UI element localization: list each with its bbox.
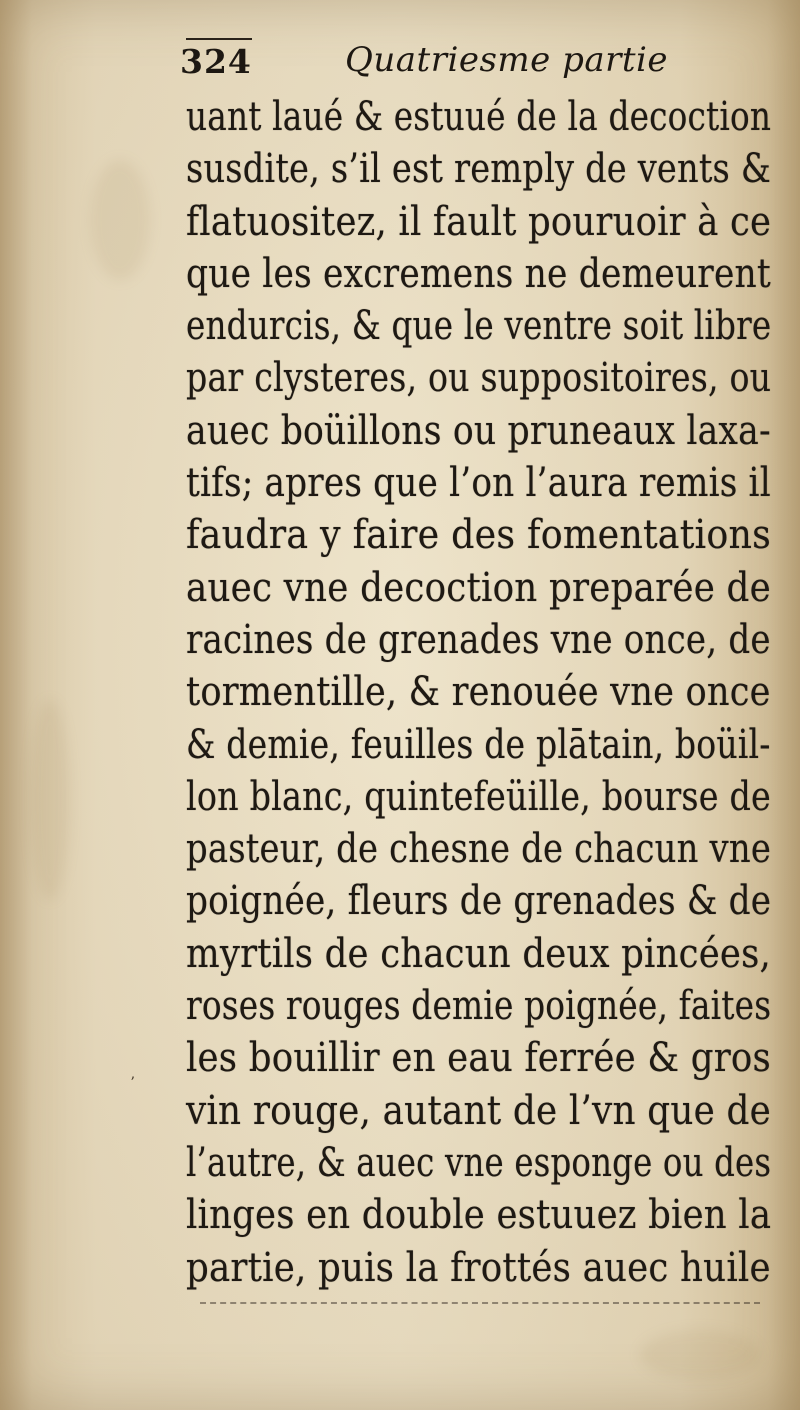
text-line: susdite, s’il est remply de vents & — [186, 144, 771, 193]
text-line: par clysteres, ou suppositoires, ou — [186, 353, 772, 402]
text-line: auec boüillons ou pruneaux laxa- — [186, 405, 771, 454]
text-line: uant laué & estuué de la decoction — [186, 92, 772, 140]
text-line: tifs; apres que l’on l’aura remis il — [186, 458, 771, 507]
paper-stain — [90, 160, 150, 280]
running-head: Quatriesme partie — [345, 40, 669, 80]
bottom-rule — [200, 1300, 760, 1304]
text-line: poignée, fleurs de grenades & de — [186, 876, 772, 925]
body-text — [186, 90, 786, 1293]
text-line: myrtils de chacun deux pincées, — [186, 928, 771, 977]
margin-ink-mark: ʼ — [130, 1075, 135, 1091]
text-line: auec vne decoction preparée de — [186, 562, 771, 611]
text-line: lon blanc, quintefeüille, bourse de — [186, 771, 771, 820]
text-line: pasteur, de chesne de chacun vne — [186, 824, 772, 873]
text-line: que les excremens ne demeurent — [186, 248, 771, 297]
text-line: & demie, feuilles de plātain, boüil- — [186, 719, 771, 768]
text-line: endurcis, & que le ventre soit libre — [186, 301, 772, 350]
paper-stain — [30, 700, 70, 900]
text-line: racines de grenades vne once, de — [186, 614, 771, 663]
text-line: roses rouges demie poignée, faites — [186, 981, 772, 1030]
text-line: faudra y faire des fomentations — [186, 510, 772, 559]
text-line: vin rouge, autant de l’vn que de — [186, 1085, 771, 1134]
text-line: flatuositez, il fault pouruoir à ce — [186, 196, 772, 245]
page-number: 324 — [180, 42, 252, 81]
paper-stain — [640, 1330, 760, 1380]
text-line: partie, puis la frottés auec huile — [186, 1242, 771, 1291]
text-line: linges en double estuuez bien la — [186, 1190, 772, 1239]
text-line: l’autre, & auec vne esponge ou des — [186, 1137, 772, 1186]
text-line: les bouillir en eau ferrée & gros — [186, 1033, 771, 1082]
text-line: tormentille, & renouée vne once — [186, 667, 771, 716]
